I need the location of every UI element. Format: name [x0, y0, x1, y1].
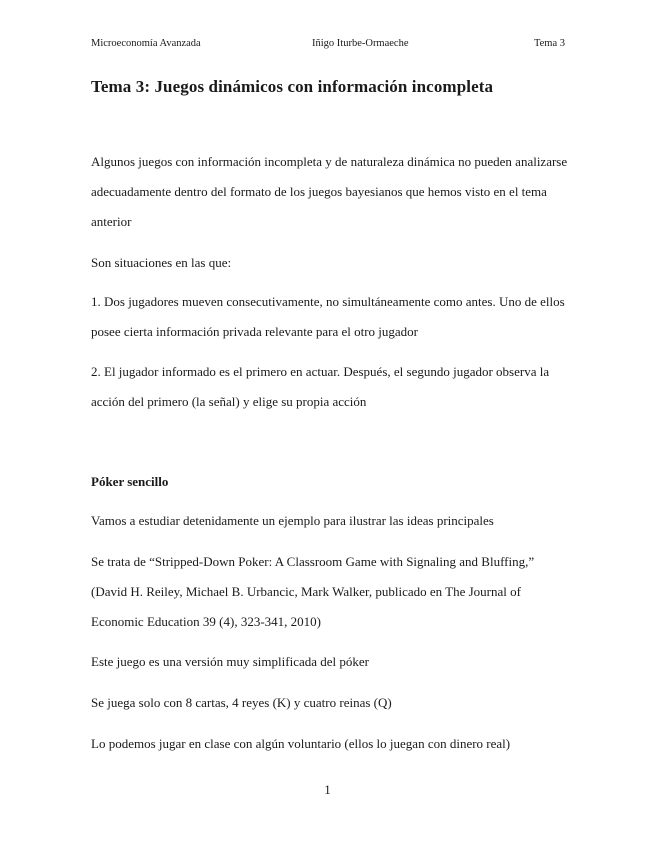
list-item-2: 2. El jugador informado es el primero en actuar. Después, el segundo jugador observa la acción del primero (la señal) y elige su propia acción [91, 364, 550, 409]
section-heading: Póker sencillo [91, 474, 169, 489]
page-header [91, 38, 565, 54]
section-paragraph: Lo podemos jugar en clase con algún voluntario (ellos lo juegan con dinero real) [91, 736, 511, 751]
list-item-1: 1. Dos jugadores mueven consecutivamente, no simultáneamente como antes. Uno de ellos posee cierta información privada relevante para el otro jugador [91, 294, 565, 339]
document-title: Tema 3: Juegos dinámicos con información incompleta [91, 77, 494, 96]
section-paragraph: Este juego es una versión muy simplificada del póker [91, 654, 369, 669]
header-author: Iñigo Iturbe-Ormaeche [312, 38, 409, 49]
situations-intro: Son situaciones en las que: [91, 255, 232, 270]
reference-paragraph: Se trata de “Stripped-Down Poker: A Classroom Game with Signaling and Bluffing,” (David H. Reiley, Michael B. Urbancic, Mark Walker, publicado en The Journal of Economic Education 39 (4), 323-341, 2010) [91, 554, 535, 629]
section-paragraph: Se juega solo con 8 cartas, 4 reyes (K) y cuatro reinas (Q) [91, 695, 392, 710]
intro-paragraph: Algunos juegos con información incompleta y de naturaleza dinámica no pueden analizarse adecuadamente dentro del formato de los juegos bayesianos que hemos visto en el tema anterior [91, 154, 568, 229]
page-number: 1 [324, 782, 331, 797]
section-paragraph: Vamos a estudiar detenidamente un ejemplo para ilustrar las ideas principales [91, 513, 494, 528]
header-topic: Tema 3 [533, 38, 565, 49]
header-course: Microeconomía Avanzada [91, 38, 201, 49]
